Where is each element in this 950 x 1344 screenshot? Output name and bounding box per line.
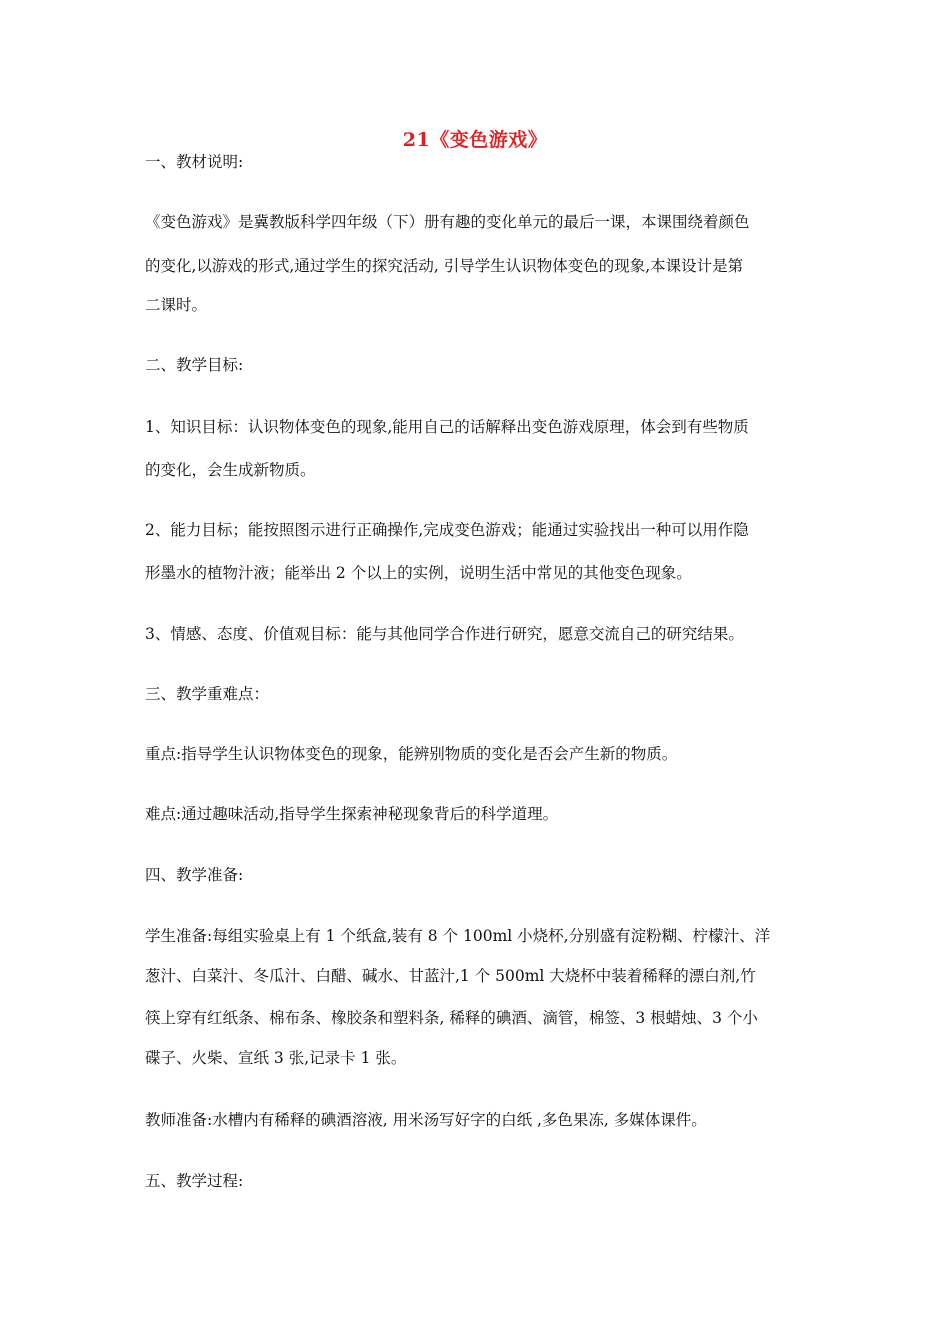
document-title: 21《变色游戏》 <box>402 129 548 151</box>
paragraph-line: 的变化,以游戏的形式,通过学生的探究活动, 引导学生认识物体变色的现象,本课设计是第 <box>145 257 744 275</box>
paragraph-line: 筷上穿有红纸条、棉布条、橡胶条和塑料条, 稀释的碘酒、滴管，棉签、3 根蜡烛、3 个小 <box>145 1009 758 1027</box>
heading-objectives: 二、教学目标: <box>145 356 244 374</box>
paragraph-line: 形墨水的植物汁液；能举出 2 个以上的实例，说明生活中常见的其他变色现象。 <box>145 564 692 582</box>
paragraph-line: 二课时。 <box>145 296 208 314</box>
paragraph-line: 2、能力目标；能按照图示进行正确操作,完成变色游戏；能通过实验找出一种可以用作隐 <box>145 521 749 539</box>
paragraph-line: 重点:指导学生认识物体变色的现象，能辨别物质的变化是否会产生新的物质。 <box>145 745 678 763</box>
heading-key-points: 三、教学重难点： <box>145 685 270 703</box>
heading-process: 五、教学过程: <box>145 1172 244 1190</box>
heading-textbook: 一、教材说明: <box>145 153 244 171</box>
paragraph-line: 教师准备:水槽内有稀释的碘酒溶液, 用米汤写好字的白纸 ,多色果冻, 多媒体课件。 <box>145 1111 707 1129</box>
paragraph-line: 3、情感、态度、价值观目标：能与其他同学合作进行研究，愿意交流自己的研究结果。 <box>145 625 744 643</box>
paragraph-line: 难点:通过趣味活动,指导学生探索神秘现象背后的科学道理。 <box>145 805 559 823</box>
paragraph-line: 学生准备:每组实验桌上有 1 个纸盒,装有 8 个 100ml 小烧杯,分别盛有淀粉糊、柠檬汁、洋 <box>145 927 771 945</box>
paragraph-line: 葱汁、白菜汁、冬瓜汁、白醋、碱水、甘蓝汁,1 个 500ml 大烧杯中装着稀释的漂白剂,竹 <box>145 967 756 985</box>
paragraph-line: 的变化，会生成新物质。 <box>145 461 316 479</box>
heading-preparation: 四、教学准备: <box>145 866 244 884</box>
paragraph-line: 1、知识目标：认识物体变色的现象,能用自己的话解释出变色游戏原理，体会到有些物质 <box>145 418 749 436</box>
paragraph-line: 《变色游戏》是冀教版科学四年级（下）册有趣的变化单元的最后一课，本课围绕着颜色 <box>145 213 750 231</box>
paragraph-line: 碟子、火柴、宣纸 3 张,记录卡 1 张。 <box>145 1049 407 1067</box>
